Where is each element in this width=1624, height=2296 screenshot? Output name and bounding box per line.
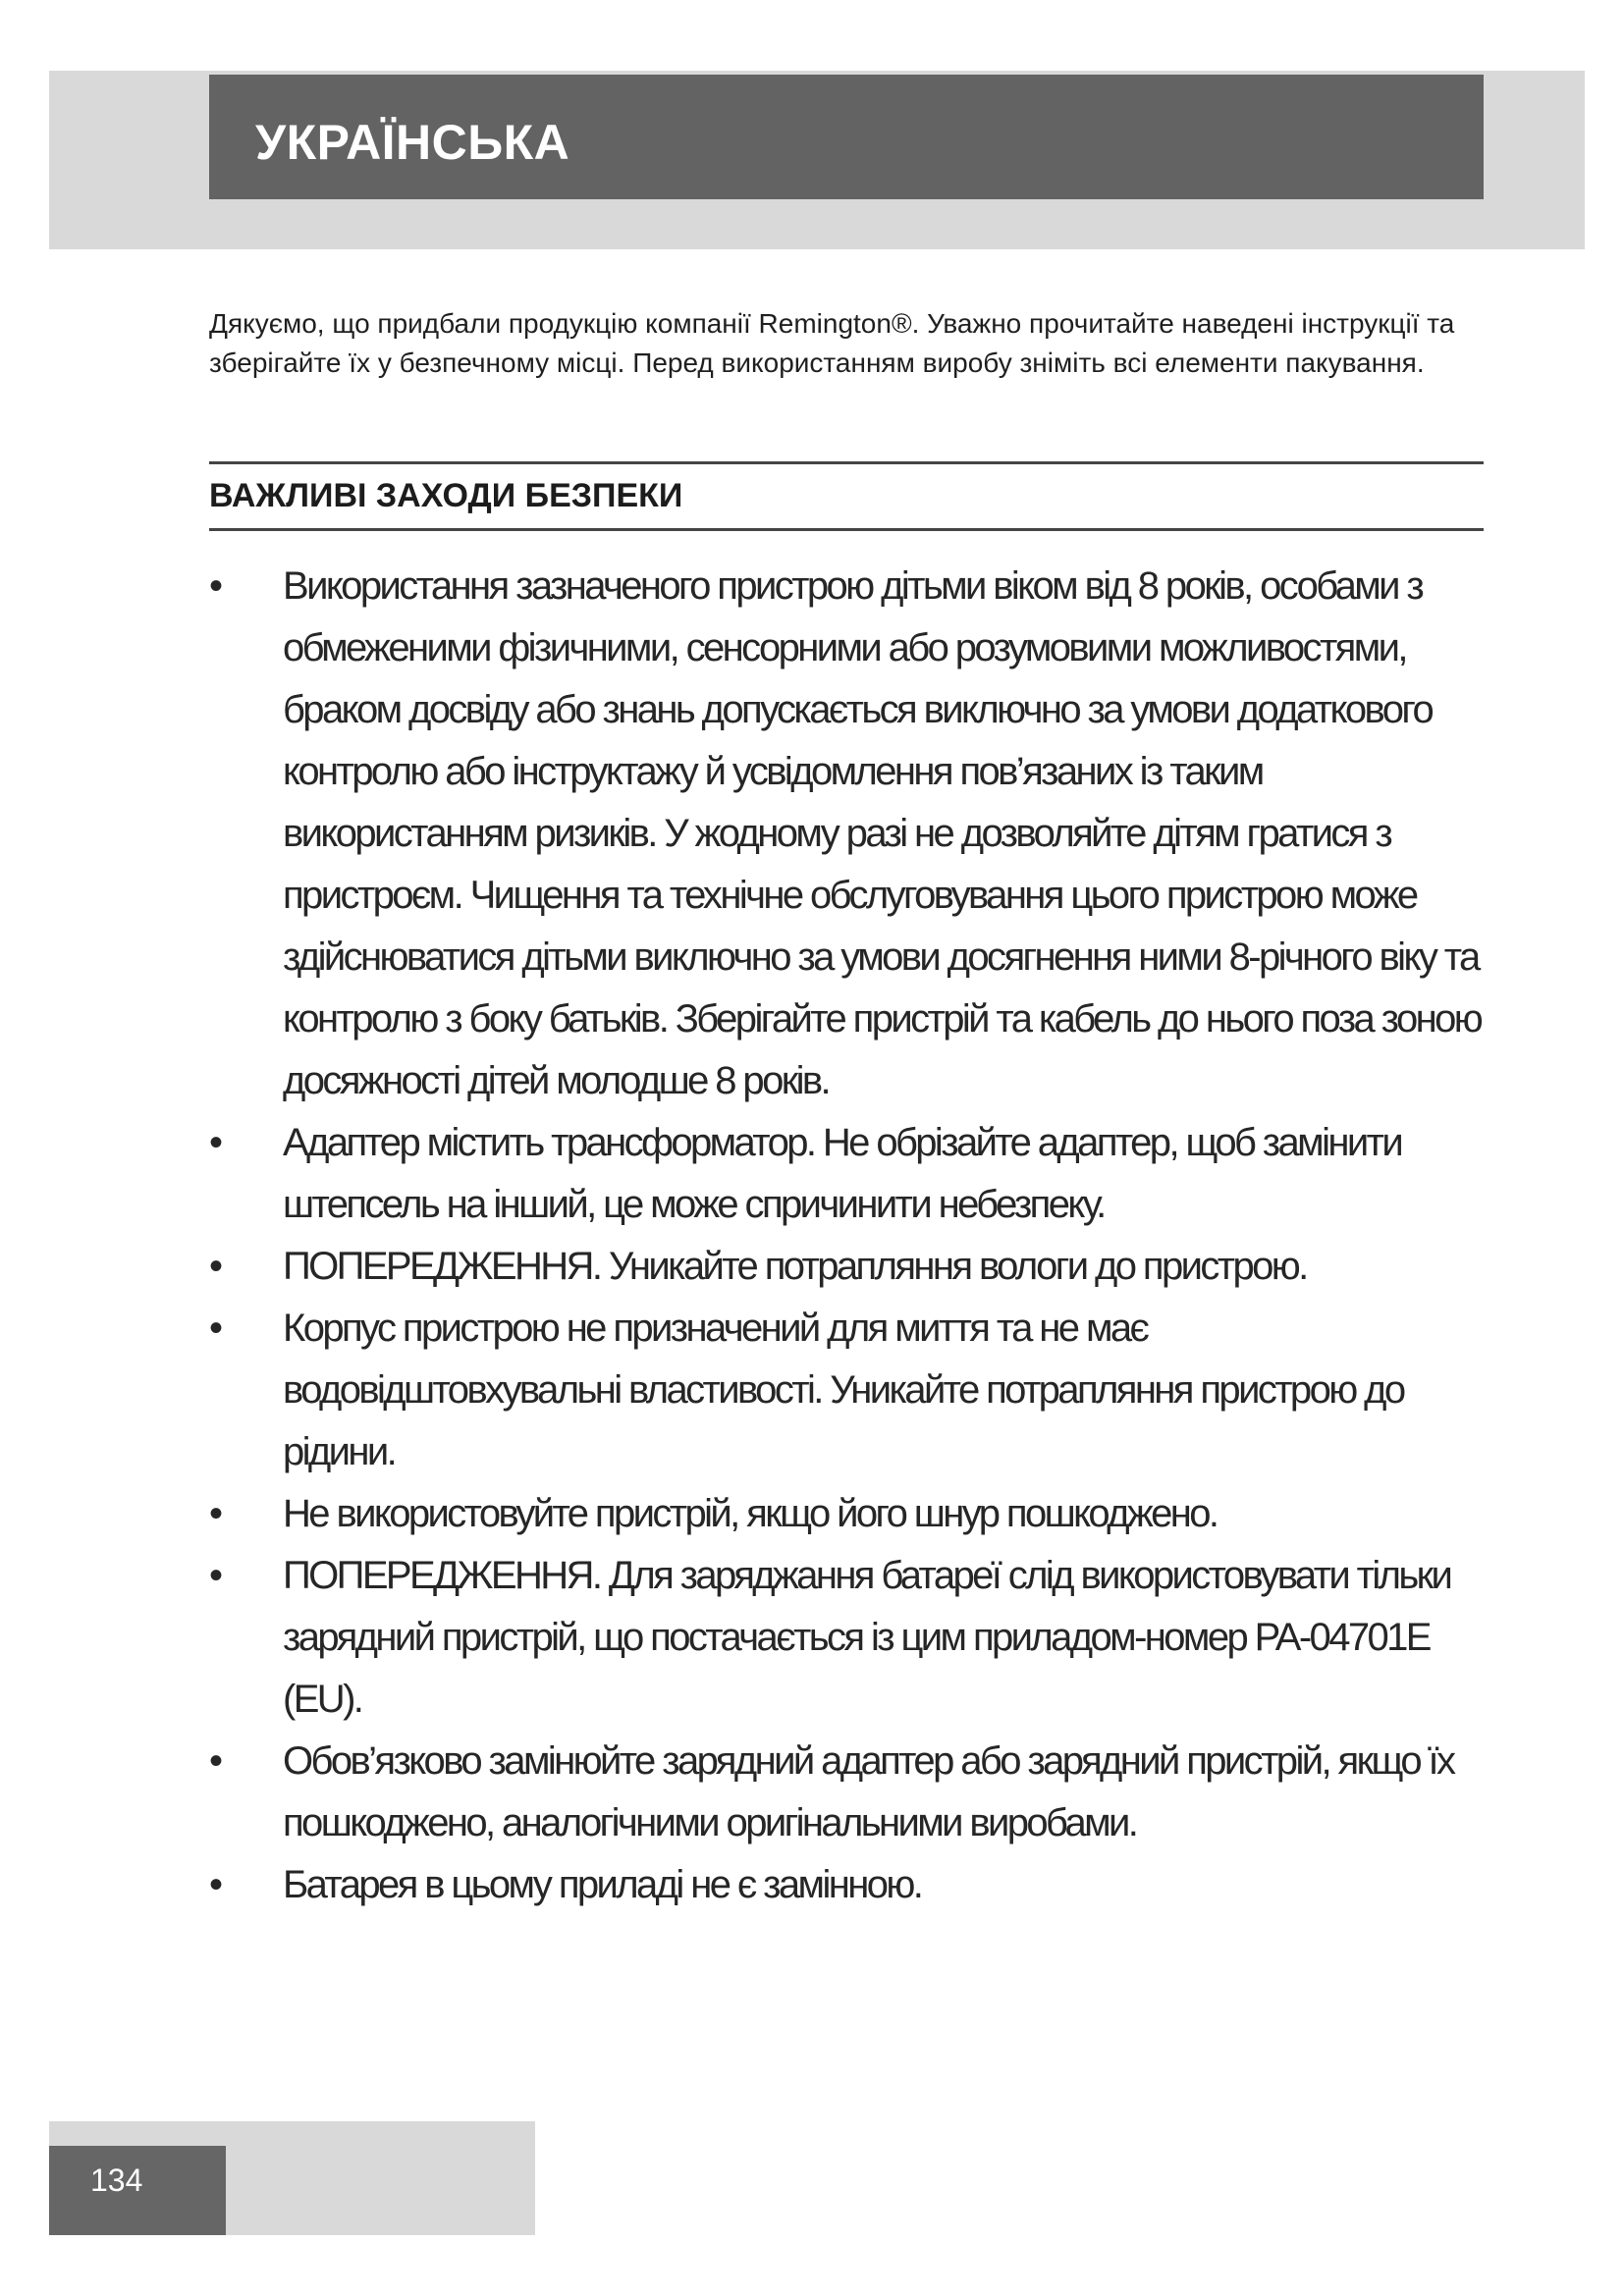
list-item bbox=[209, 1112, 1490, 1236]
bullet-icon: • bbox=[209, 1863, 224, 1906]
list-item-text: ПОПЕРЕДЖЕННЯ. Уникайте потрапляння вологи до пристрою. bbox=[283, 1245, 1307, 1288]
section-heading: ВАЖЛИВІ ЗАХОДИ БЕЗПЕКИ bbox=[209, 477, 683, 514]
bullet-icon: • bbox=[209, 1245, 224, 1288]
bullet-icon: • bbox=[209, 1307, 224, 1350]
safety-list bbox=[209, 556, 1490, 1916]
list-item bbox=[209, 556, 1490, 1112]
list-item bbox=[209, 1545, 1490, 1731]
list-item bbox=[209, 1483, 1490, 1545]
bullet-icon: • bbox=[209, 1121, 224, 1164]
section-divider-bottom bbox=[209, 528, 1484, 531]
list-item-text: Використання зазначеного пристрою дітьми віком від 8 років, особами з обмеженими фізичними, сенсорними або розумовими можливостями, браком досвіду або знань допускається виключно за умови додаткового контролю або інструктажу й усвідомлення пов’язаних із таким використанням ризиків. У жодному разі не дозволяйте дітям гратися з пристроєм. Чищення та технічне обслуговування цього пристрою може здійснюватися дітьми виключно за умови досягнення ними 8-річного віку та контролю з боку батьків. Зберігайте пристрій та кабель до нього поза зоною досяжності дітей молодше 8 років. bbox=[283, 564, 1482, 1102]
list-item bbox=[209, 1298, 1490, 1483]
list-item-text: Батарея в цьому приладі не є замінною. bbox=[283, 1863, 922, 1906]
bullet-icon: • bbox=[209, 1739, 224, 1783]
list-item-text: ПОПЕРЕДЖЕННЯ. Для заряджання батареї слід використовувати тільки зарядний пристрій, що постачається із цим приладом-номер PA-04701E (EU). bbox=[283, 1554, 1451, 1721]
list-item bbox=[209, 1854, 1490, 1916]
list-item bbox=[209, 1731, 1490, 1854]
list-item-text: Обов’язково замінюйте зарядний адаптер або зарядний пристрій, якщо їх пошкоджено, аналогічними оригінальними виробами. bbox=[283, 1739, 1454, 1844]
intro-paragraph: Дякуємо, що придбали продукцію компанії Remington®. Уважно прочитайте наведені інструкції та зберігайте їх у безпечному місці. Перед використанням виробу зніміть всі елементи пакування. bbox=[209, 308, 1455, 378]
bullet-icon: • bbox=[209, 564, 224, 608]
section-divider-top bbox=[209, 461, 1484, 464]
list-item-text: Корпус пристрою не призначений для миття та не має водовідштовхувальні властивості. Уникайте потрапляння пристрою до рідини. bbox=[283, 1307, 1404, 1473]
list-item-text: Не використовуйте пристрій, якщо його шнур пошкоджено. bbox=[283, 1492, 1218, 1535]
bullet-icon: • bbox=[209, 1554, 224, 1597]
list-item-text: Адаптер містить трансформатор. Не обрізайте адаптер, щоб замінити штепсель на інший, це може спричинити небезпеку. bbox=[283, 1121, 1402, 1226]
page-number: 134 bbox=[90, 2163, 143, 2198]
bullet-icon: • bbox=[209, 1492, 224, 1535]
list-item bbox=[209, 1236, 1490, 1298]
language-title: УКРАЇНСЬКА bbox=[255, 115, 570, 170]
